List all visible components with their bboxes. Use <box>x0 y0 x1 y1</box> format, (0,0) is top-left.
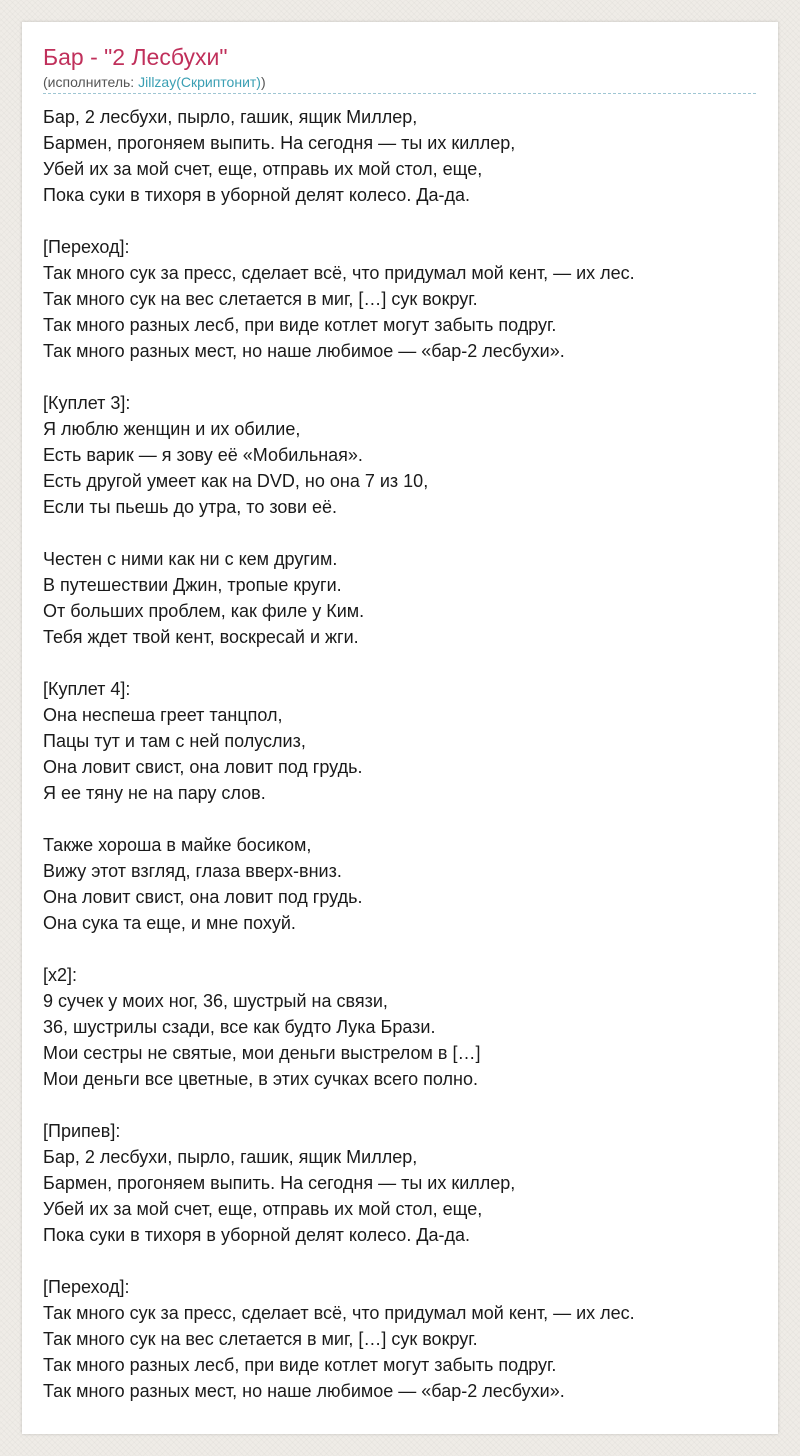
lyrics-line: Пока суки в тихоря в уборной делят колесо. Да-да. <box>43 185 471 205</box>
artist-line <box>43 72 756 94</box>
lyrics-line: Бармен, прогоняем выпить. На сегодня — ты их киллер, <box>43 1173 516 1193</box>
lyrics-body <box>43 104 758 1404</box>
lyrics-line: Мои деньги все цветные, в этих сучках всего полно. <box>43 1069 478 1089</box>
lyrics-line: Есть варик — я зову её «Мобильная». <box>43 445 363 465</box>
lyrics-line: Если ты пьешь до утра, то зови её. <box>43 497 338 517</box>
lyrics-line: Честен с ними как ни с кем другим. <box>43 549 338 569</box>
lyrics-line: [Переход]: <box>43 1277 130 1297</box>
lyrics-line: В путешествии Джин, тропые круги. <box>43 575 342 595</box>
lyrics-line: Бармен, прогоняем выпить. На сегодня — ты их киллер, <box>43 133 516 153</box>
lyrics-stanza <box>43 104 758 208</box>
lyrics-line: Пока суки в тихоря в уборной делят колесо. Да-да. <box>43 1225 471 1245</box>
lyrics-line: От больших проблем, как филе у Ким. <box>43 601 365 621</box>
artist-prefix: (исполнитель: <box>43 74 139 90</box>
lyrics-line: Бар, 2 лесбухи, пырло, гашик, ящик Миллер, <box>43 1147 418 1167</box>
lyrics-line: Убей их за мой счет, еще, отправь их мой стол, еще, <box>43 159 483 179</box>
lyrics-line: Мои сестры не святые, мои деньги выстрелом в […] <box>43 1043 481 1063</box>
lyrics-line: Так много разных мест, но наше любимое — «бар-2 лесбухи». <box>43 1381 565 1401</box>
song-title: Бар - "2 Лесбухи" <box>43 44 228 70</box>
lyrics-line: Так много сук на вес слетается в миг, […] сук вокруг. <box>43 1329 478 1349</box>
lyrics-line: [x2]: <box>43 965 78 985</box>
lyrics-line: Я ее тяну не на пару слов. <box>43 783 266 803</box>
lyrics-line: Есть другой умеет как на DVD, но она 7 из 10, <box>43 471 429 491</box>
lyrics-stanza <box>43 546 758 650</box>
lyrics-line: Она ловит свист, она ловит под грудь. <box>43 757 363 777</box>
lyrics-line: Пацы тут и там с ней полуслиз, <box>43 731 306 751</box>
lyrics-stanza <box>43 962 758 1092</box>
lyrics-line: Тебя ждет твой кент, воскресай и жги. <box>43 627 359 647</box>
lyrics-line: [Переход]: <box>43 237 130 257</box>
lyrics-line: Также хороша в майке босиком, <box>43 835 312 855</box>
lyrics-line: Я люблю женщин и их обилие, <box>43 419 301 439</box>
artist-link[interactable]: Jillzay(Скриптонит) <box>138 74 261 90</box>
lyrics-line: Так много разных лесб, при виде котлет могут забыть подруг. <box>43 315 557 335</box>
lyrics-stanza <box>43 1274 758 1404</box>
artist-suffix: ) <box>260 74 266 90</box>
lyrics-card <box>22 22 778 1434</box>
lyrics-line: Так много сук за пресс, сделает всё, что придумал мой кент, — их лес. <box>43 263 635 283</box>
lyrics-line: Так много разных мест, но наше любимое — «бар-2 лесбухи». <box>43 341 565 361</box>
lyrics-line: Так много сук за пресс, сделает всё, что придумал мой кент, — их лес. <box>43 1303 635 1323</box>
lyrics-line: Убей их за мой счет, еще, отправь их мой стол, еще, <box>43 1199 483 1219</box>
lyrics-line: [Припев]: <box>43 1121 121 1141</box>
lyrics-line: Так много сук на вес слетается в миг, […] сук вокруг. <box>43 289 478 309</box>
lyrics-stanza <box>43 832 758 936</box>
lyrics-line: [Куплет 3]: <box>43 393 131 413</box>
lyrics-line: Она ловит свист, она ловит под грудь. <box>43 887 363 907</box>
lyrics-stanza <box>43 390 758 520</box>
lyrics-line: Она неспеша греет танцпол, <box>43 705 283 725</box>
lyrics-line: Она сука та еще, и мне похуй. <box>43 913 296 933</box>
lyrics-line: [Куплет 4]: <box>43 679 131 699</box>
lyrics-stanza <box>43 234 758 364</box>
lyrics-stanza <box>43 1118 758 1248</box>
lyrics-line: 9 сучек у моих ног, 36, шустрый на связи, <box>43 991 388 1011</box>
lyrics-line: Вижу этот взгляд, глаза вверх-вниз. <box>43 861 342 881</box>
lyrics-line: Так много разных лесб, при виде котлет могут забыть подруг. <box>43 1355 557 1375</box>
lyrics-stanza <box>43 676 758 806</box>
lyrics-line: 36, шустрилы сзади, все как будто Лука Брази. <box>43 1017 436 1037</box>
lyrics-line: Бар, 2 лесбухи, пырло, гашик, ящик Миллер, <box>43 107 418 127</box>
